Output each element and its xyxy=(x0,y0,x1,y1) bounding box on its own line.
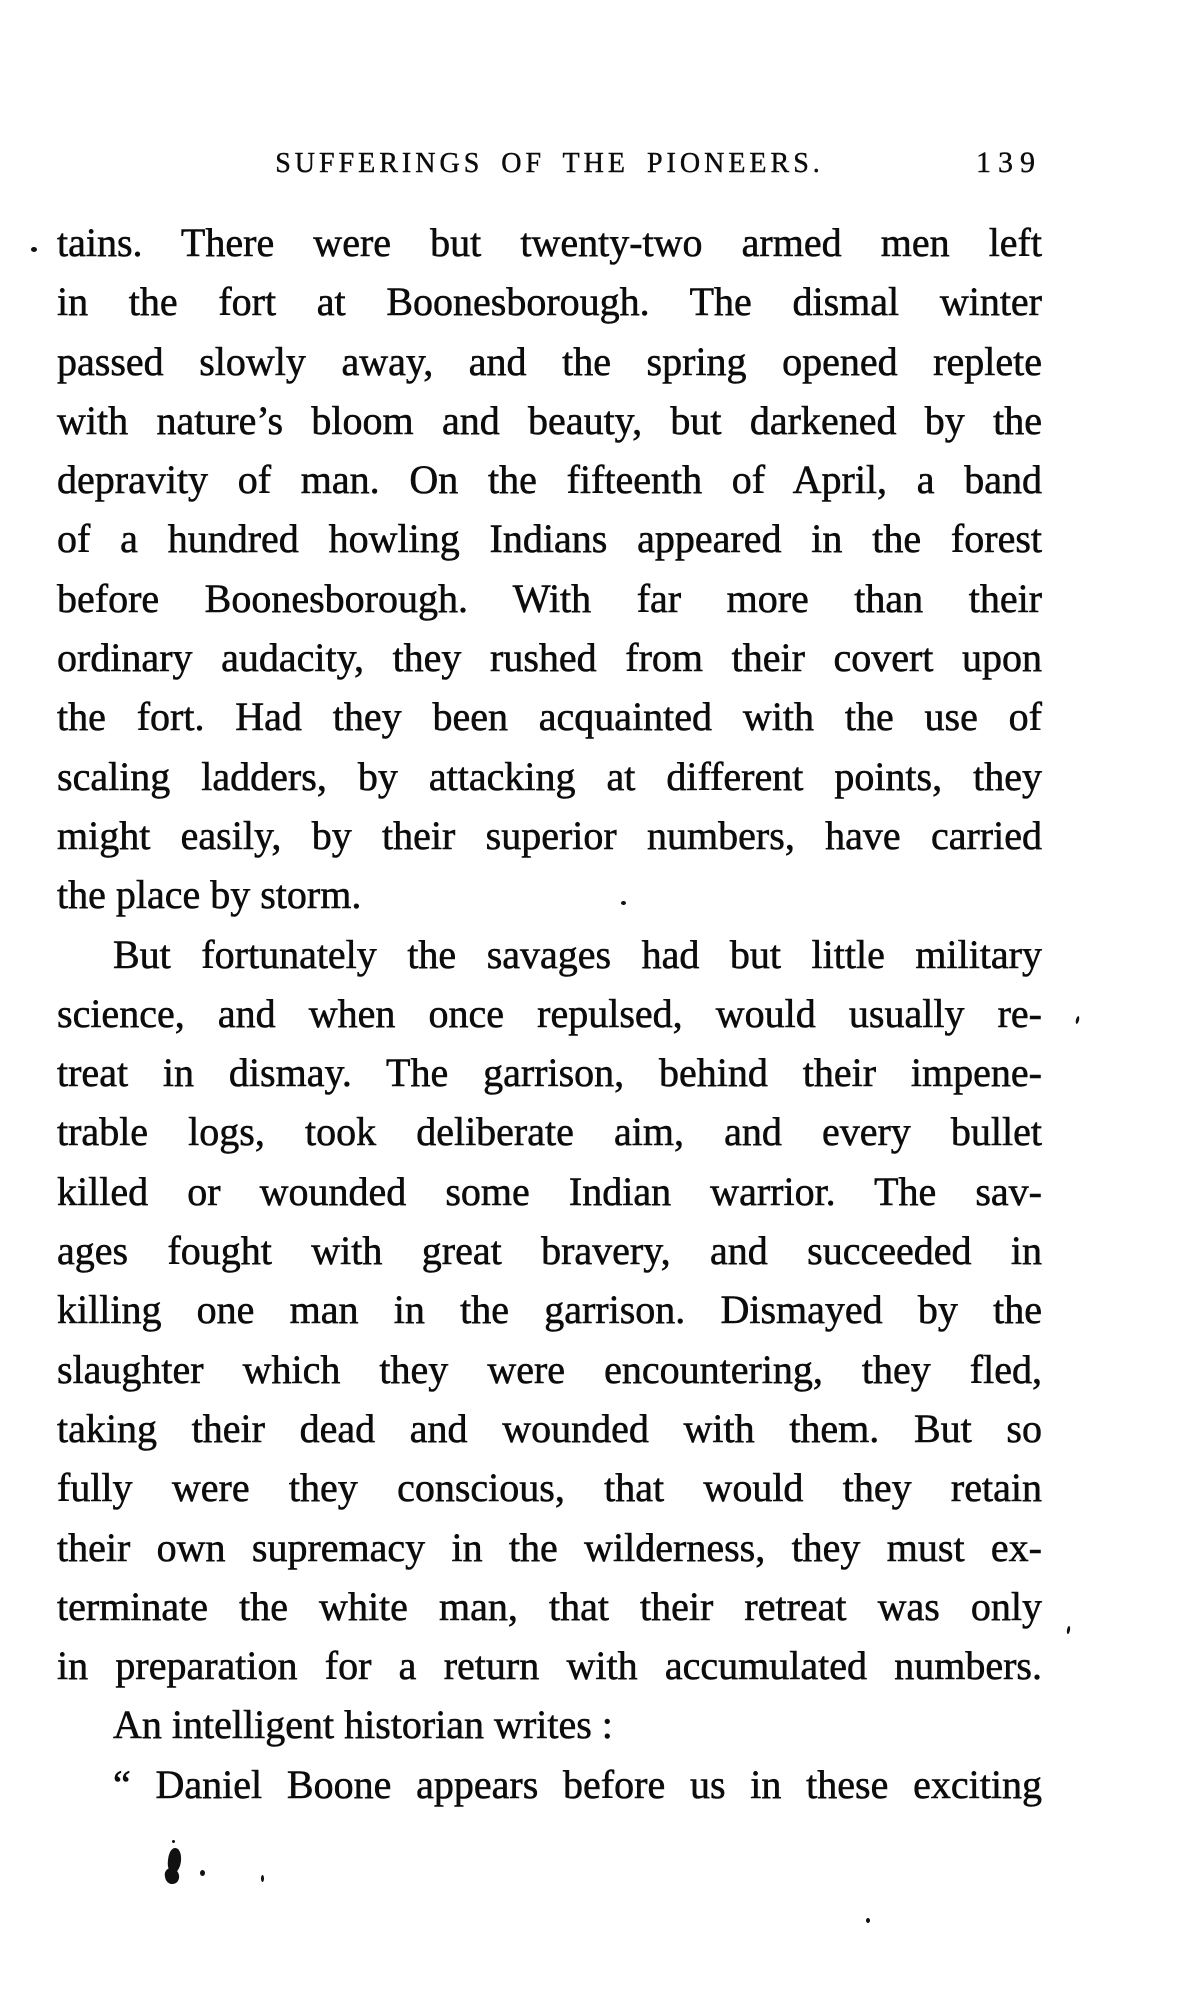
text-line: ordinary audacity, they rushed from their covert upon xyxy=(57,635,1042,681)
text-line: tains. There were but twenty-two armed men left xyxy=(57,220,1042,265)
ink-speck xyxy=(261,1875,264,1882)
text-line: taking their dead and wounded with them. But so xyxy=(57,1405,1042,1451)
text-line: scaling ladders, by attacking at different points, they xyxy=(57,753,1042,799)
ink-speck xyxy=(1066,1626,1070,1634)
ink-speck xyxy=(31,247,37,252)
ink-speck xyxy=(200,1870,205,1876)
text-line: terminate the white man, that their retreat was only xyxy=(57,1583,1042,1629)
text-line: science, and when once repulsed, would usually re- xyxy=(57,990,1042,1036)
text-line: ages fought with great bravery, and succeeded in xyxy=(57,1228,1042,1274)
text-line: killing one man in the garrison. Dismayed by the xyxy=(57,1287,1042,1333)
ink-speck xyxy=(866,1918,870,1923)
page-number: 139 xyxy=(976,146,1042,179)
running-header xyxy=(57,148,1042,192)
text-line: An intelligent historian writes : xyxy=(113,1702,613,1748)
text-line: their own supremacy in the wilderness, they must ex- xyxy=(57,1524,1042,1570)
text-line: slaughter which they were encountering, they fled, xyxy=(57,1346,1042,1392)
text-line: before Boonesborough. With far more than their xyxy=(57,575,1042,621)
text-line: in preparation for a return with accumulated numbers. xyxy=(57,1643,1042,1689)
text-line: of a hundred howling Indians appeared in the forest xyxy=(57,516,1042,562)
text-line: passed slowly away, and the spring opened replete xyxy=(57,338,1042,384)
ink-speck xyxy=(172,1840,175,1843)
ink-speck xyxy=(621,901,626,905)
ink-speck xyxy=(1075,1016,1080,1024)
text-line: “ Daniel Boone appears before us in these exciting xyxy=(113,1761,1042,1807)
text-line: might easily, by their superior numbers, have carried xyxy=(57,812,1042,858)
text-line: fully were they conscious, that would they retain xyxy=(57,1465,1042,1511)
text-line: killed or wounded some Indian warrior. The sav- xyxy=(57,1168,1042,1214)
text-line: trable logs, took deliberate aim, and every bullet xyxy=(57,1109,1042,1155)
text-line: treat in dismay. The garrison, behind their impene- xyxy=(57,1050,1042,1096)
body-text xyxy=(57,213,1042,1814)
text-line: the fort. Had they been acquainted with the use of xyxy=(57,694,1042,740)
text-line: in the fort at Boonesborough. The dismal winter xyxy=(57,279,1042,325)
running-header-title: SUFFERINGS OF THE PIONEERS. xyxy=(275,148,824,179)
text-line: But fortunately the savages had but little military xyxy=(113,931,1042,977)
text-line: with nature’s bloom and beauty, but darkened by the xyxy=(57,397,1042,443)
text-line: the place by storm. xyxy=(57,872,362,918)
text-line: depravity of man. On the fifteenth of April, a band xyxy=(57,457,1042,503)
